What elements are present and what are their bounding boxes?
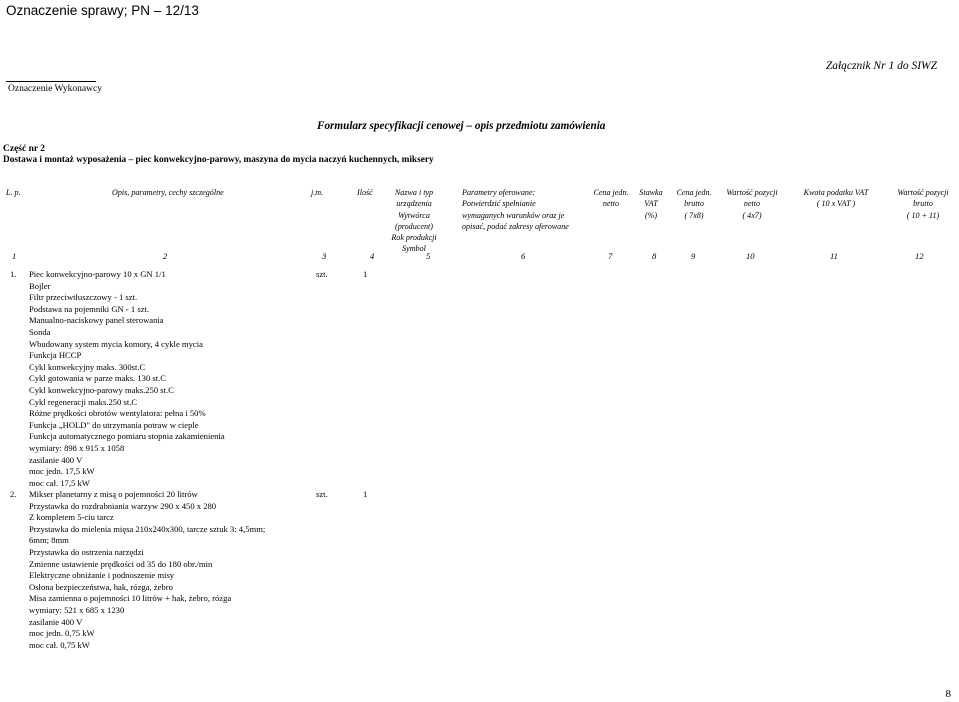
col-header-gross-value: Wartość pozycji brutto ( 10 + 11) <box>897 188 949 220</box>
item-description-line: moc cał. 0,75 kW <box>29 639 90 650</box>
col-number: 9 <box>691 251 696 261</box>
item-description-line: Sonda <box>29 326 51 337</box>
col-number: 12 <box>915 251 924 261</box>
col-header-description: Opis, parametry, cechy szczególne <box>112 188 224 197</box>
item-description <box>29 269 225 489</box>
item-description-line: Bojler <box>29 280 51 291</box>
item-description-line: wymiary: 521 x 685 x 1230 <box>29 604 125 615</box>
col-header-vat-rate: Stawka VAT (%) <box>639 188 663 220</box>
col-header-quantity: Ilość <box>357 188 373 197</box>
col-number: 5 <box>426 251 431 261</box>
part-label: Część nr 2 <box>3 144 46 154</box>
item-lp: 2. <box>10 489 17 499</box>
item-unit: szt. <box>316 489 328 499</box>
item-unit: szt. <box>316 269 328 279</box>
attachment-label: Załącznik Nr 1 do SIWZ <box>825 60 937 72</box>
item-description-line: Cykl gotowania w parze maks. 130 st.C <box>29 373 167 384</box>
col-number: 2 <box>163 251 168 261</box>
col-number: 11 <box>830 251 838 261</box>
col-header-lp: L. p. <box>6 188 21 197</box>
item-description-line: Misa zamienna o pojemności 10 litrów + hak, żebro, rózga <box>29 593 232 604</box>
col-number: 6 <box>521 251 526 261</box>
col-number: 3 <box>322 251 327 261</box>
item-description-line: Piec konwekcyjno-parowy 10 x GN 1/1 <box>29 269 166 279</box>
item-description <box>29 489 265 651</box>
col-number: 4 <box>370 251 375 261</box>
contractor-signature-line <box>6 81 96 82</box>
item-description-line: Osłona bezpieczeństwa, hak, rózga, żebro <box>29 581 173 592</box>
col-number: 1 <box>12 251 17 261</box>
item-description-line: Wbudowany system mycia komory, 4 cykle mycia <box>29 338 203 349</box>
item-description-line: Z kompletem 5-ciu tarcz <box>29 512 114 523</box>
item-description-line: Cykl regeneracji maks.250 st.C <box>29 396 138 407</box>
col-header-offered-params: Parametry oferowane: Potwierdzić spełnianie wymaganych warunków oraz je opisać, podać zakresy oferowane <box>462 188 569 231</box>
item-description-line: moc jedn. 17,5 kW <box>29 466 95 477</box>
item-description-line: Elektryczne obniżanie i podnoszenie misy <box>29 570 175 581</box>
item-description-line: Zmienne ustawienie prędkości od 35 do 180 obr./min <box>29 558 213 569</box>
item-description-line: Filtr przeciwtłuszczowy - 1 szt. <box>29 292 138 303</box>
item-description-line: Cykl konwekcyjno-parowy maks.250 st.C <box>29 384 174 395</box>
col-header-net-price: Cena jedn. netto <box>593 188 629 209</box>
col-header-gross-price: Cena jedn. brutto ( 7x8) <box>676 188 712 220</box>
col-header-vat-amount: Kwota podatku VAT ( 10 x VAT ) <box>803 188 869 209</box>
page-number: 8 <box>945 688 951 700</box>
item-description-line: zasilanie 400 V <box>29 616 83 627</box>
item-lp: 1. <box>10 269 17 279</box>
item-description-line: Podstawa na pojemniki GN - 1 szt. <box>29 303 150 314</box>
col-number: 8 <box>652 251 657 261</box>
item-description-line: wymiary: 898 x 915 x 1058 <box>29 442 125 453</box>
col-number: 10 <box>746 251 755 261</box>
item-description-line: zasilanie 400 V <box>29 454 83 465</box>
col-number: 7 <box>608 251 613 261</box>
col-header-net-value: Wartość pozycji netto ( 4x7) <box>726 188 778 220</box>
item-description-line: Cykl konwekcyjny maks. 300st.C <box>29 361 146 372</box>
document-page <box>0 22 959 702</box>
item-description-line: Przystawka do ostrzenia narzędzi <box>29 546 144 557</box>
form-title: Formularz specyfikacji cenowej – opis przedmiotu zamówienia <box>317 120 606 132</box>
item-description-line: Różne prędkości obrotów wentylatora: pełna i 50% <box>29 408 206 419</box>
contractor-label: Oznaczenie Wykonawcy <box>8 84 102 94</box>
col-header-device-name: Nazwa i typ urządzenia Wytwórca (producent) Rok produkcji Symbol <box>391 188 437 254</box>
item-description-line: Manualno-naciskowy panel sterowania <box>29 315 164 326</box>
part-description: Dostawa i montaż wyposażenia – piec konwekcyjno-parowy, maszyna do mycia naczyń kuchennych, miksery <box>3 155 434 165</box>
item-description-line: Przystawka do mielenia mięsa 210x240x300, tarcze sztuk 3: 4,5mm; <box>29 523 266 534</box>
item-quantity: 1 <box>363 269 368 279</box>
item-description-line: Funkcja „HOLD" do utrzymania potraw w cieple <box>29 419 199 430</box>
item-description-line: Funkcja automatycznego pomiaru stopnia zakamienienia <box>29 431 225 442</box>
window-title: Oznaczenie sprawy; PN – 12/13 <box>0 0 959 22</box>
item-description-line: Przystawka do rozdrabniania warzyw 290 x 450 x 280 <box>29 500 217 511</box>
item-description-line: Mikser planetarny z misą o pojemności 20 litrów <box>29 489 198 499</box>
item-quantity: 1 <box>363 489 368 499</box>
item-description-line: moc jedn. 0,75 kW <box>29 628 95 639</box>
item-description-line: moc cał. 17,5 kW <box>29 477 90 488</box>
col-header-unit: j.m. <box>311 188 324 197</box>
item-description-line: 6mm; 8mm <box>29 535 69 546</box>
item-description-line: Funkcja HCCP <box>29 350 82 361</box>
